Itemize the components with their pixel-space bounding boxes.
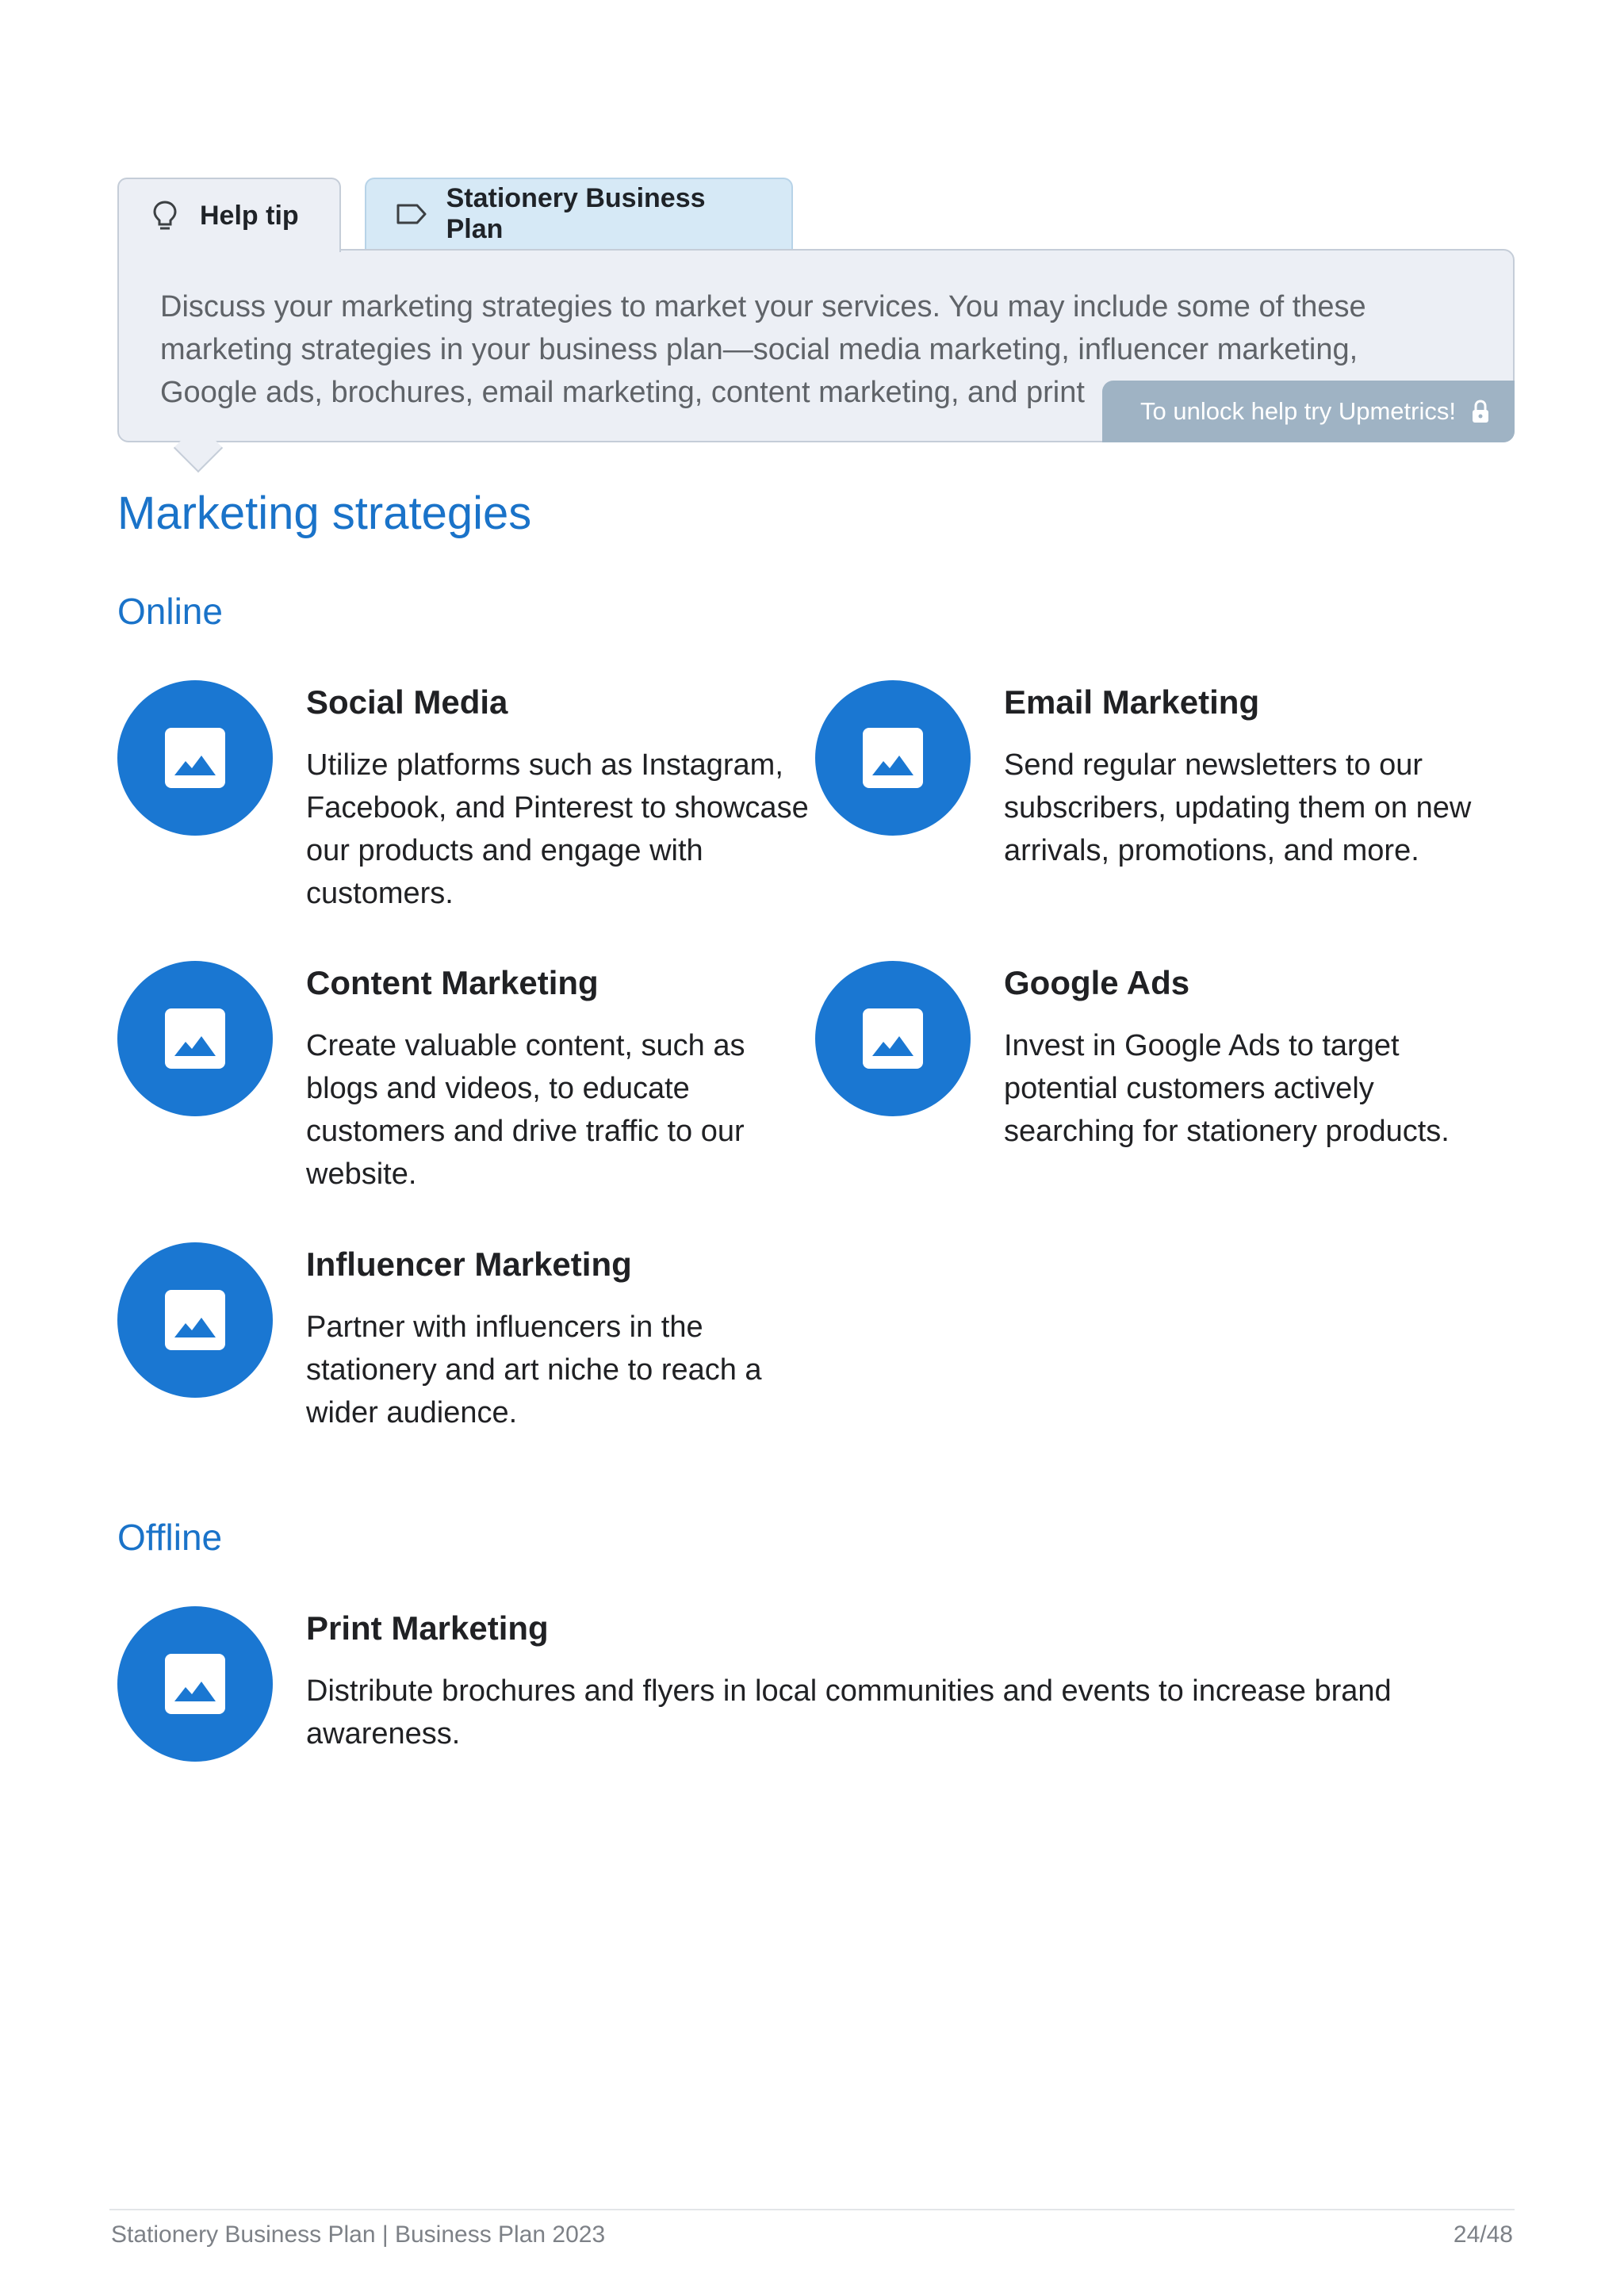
image-placeholder-icon	[117, 1242, 273, 1398]
footer-page-number: 24/48	[1453, 2221, 1513, 2248]
strategy-title: Google Ads	[1004, 964, 1190, 1001]
help-tip-box	[117, 249, 1515, 442]
tag-icon	[395, 197, 429, 232]
strategy-description: Partner with influencers in the stationery and art niche to reach a wider audience.	[306, 1311, 762, 1429]
image-placeholder-icon	[815, 961, 971, 1116]
unlock-help-button[interactable]	[1102, 381, 1515, 442]
strategy-title: Social Media	[306, 683, 508, 721]
strategy-title: Influencer Marketing	[306, 1246, 632, 1283]
footer-divider	[109, 2209, 1515, 2210]
image-placeholder-icon	[117, 961, 273, 1116]
section-heading-offline: Offline	[117, 1517, 223, 1558]
tab-business-plan-label: Stationery Business Plan	[446, 183, 706, 244]
help-tip-tabs	[117, 178, 793, 251]
page-title: Marketing strategies	[117, 488, 532, 539]
tab-help-tip-label: Help tip	[200, 200, 299, 231]
section-heading-online: Online	[117, 591, 223, 632]
strategy-title: Email Marketing	[1004, 683, 1260, 721]
strategy-description: Distribute brochures and flyers in local communities and events to increase brand awareness.	[306, 1674, 1392, 1751]
tab-business-plan[interactable]	[365, 178, 793, 249]
unlock-help-label: To unlock help try Upmetrics!	[1140, 397, 1456, 425]
strategy-title: Print Marketing	[306, 1609, 549, 1647]
footer-document-title: Stationery Business Plan | Business Plan 2023	[111, 2221, 606, 2248]
strategy-description: Utilize platforms such as Instagram, Facebook, and Pinterest to showcase our products and engage with customers.	[306, 748, 809, 910]
strategy-title: Content Marketing	[306, 964, 599, 1001]
image-placeholder-icon	[117, 680, 273, 836]
tab-help-tip[interactable]	[117, 178, 341, 252]
image-placeholder-icon	[117, 1606, 273, 1762]
lock-icon	[1470, 399, 1491, 424]
strategy-description: Create valuable content, such as blogs and videos, to educate customers and drive traffic to our website.	[306, 1029, 745, 1191]
help-tip-text: Discuss your marketing strategies to market your services. You may include some of these marketing strategies in your business plan—social media marketing, influencer marketing, Google ads, brochures, email marketing, content marketing, and print	[160, 290, 1366, 409]
image-placeholder-icon	[815, 680, 971, 836]
strategy-description: Invest in Google Ads to target potential customers actively searching for stationery products.	[1004, 1029, 1450, 1148]
lightbulb-icon	[147, 198, 182, 233]
strategy-description: Send regular newsletters to our subscribers, updating them on new arrivals, promotions, and more.	[1004, 748, 1472, 867]
